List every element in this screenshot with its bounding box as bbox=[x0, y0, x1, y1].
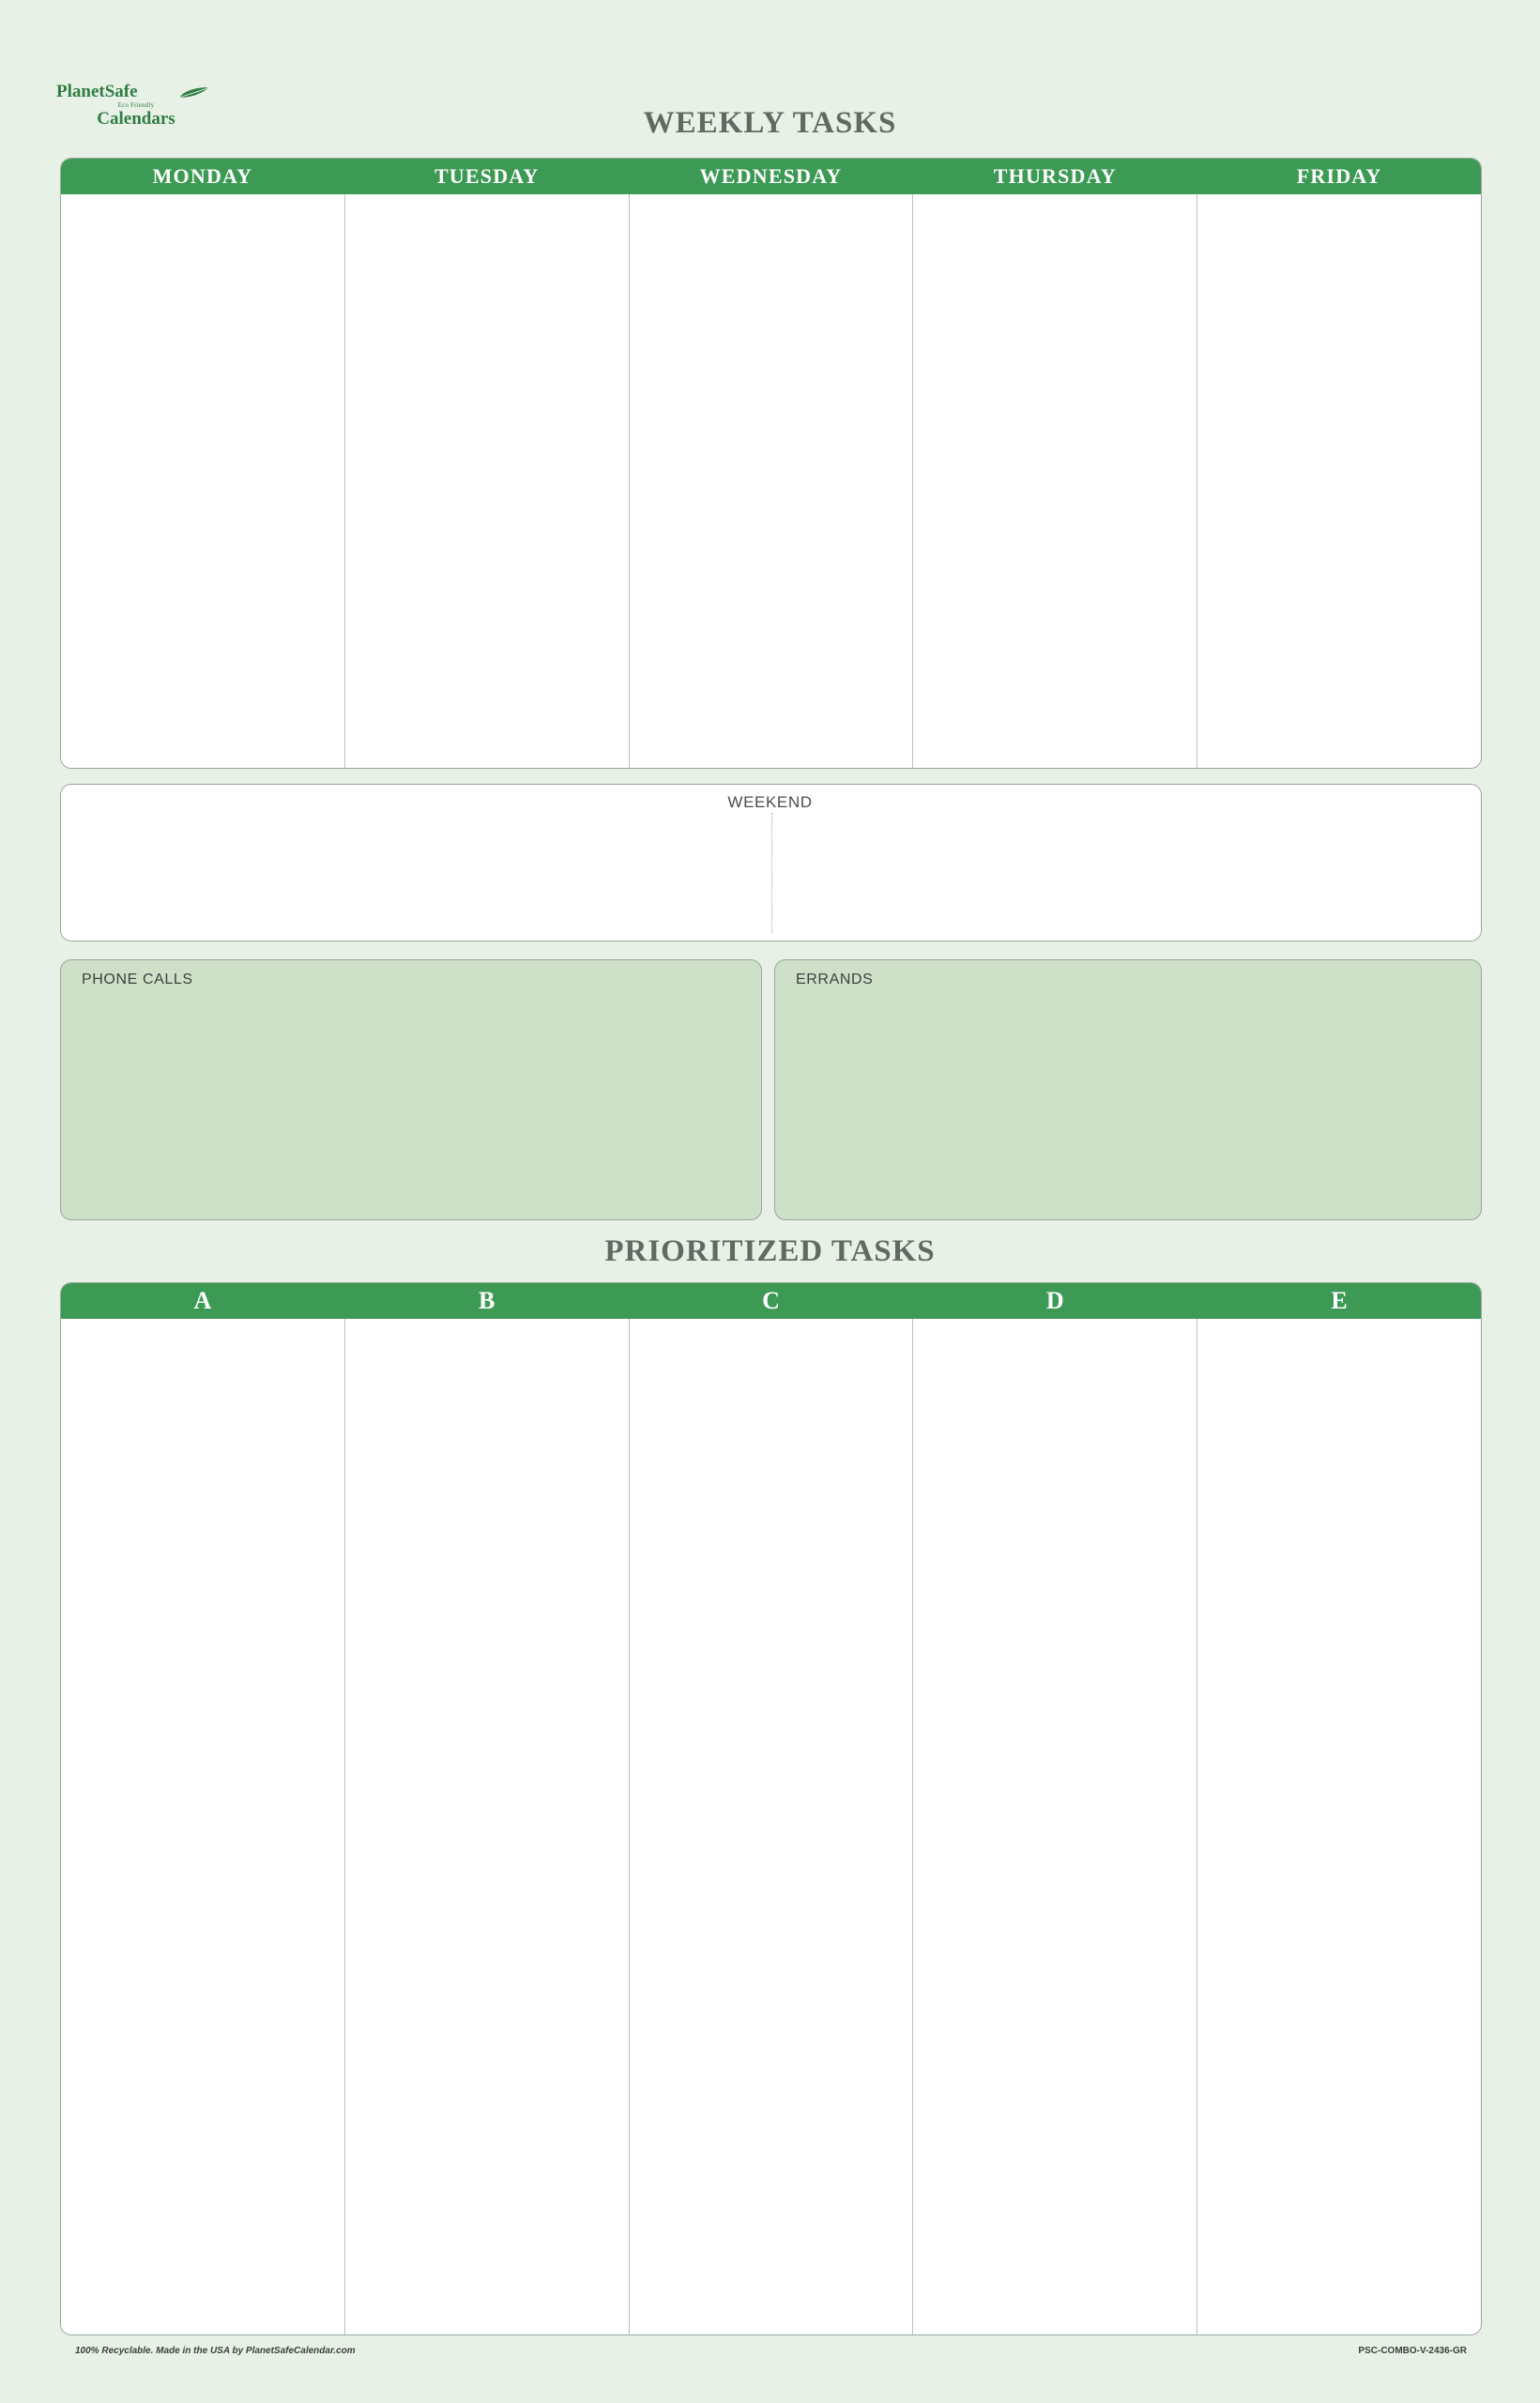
prioritized-header-b: B bbox=[345, 1283, 630, 1319]
weekly-tasks-title: WEEKLY TASKS bbox=[643, 106, 897, 140]
prioritized-cell-a[interactable] bbox=[61, 1319, 345, 2334]
leaf-icon bbox=[178, 86, 210, 99]
weekly-cell-friday[interactable] bbox=[1197, 194, 1481, 768]
weekly-cell-tuesday[interactable] bbox=[345, 194, 630, 768]
prioritized-cell-d[interactable] bbox=[913, 1319, 1197, 2334]
prioritized-header-a: A bbox=[61, 1283, 345, 1319]
prioritized-header-row bbox=[61, 1283, 1481, 1319]
weekend-divider bbox=[771, 813, 772, 933]
weekend-label: WEEKEND bbox=[727, 793, 813, 811]
weekly-header-monday: MONDAY bbox=[61, 159, 345, 194]
weekly-header-tuesday: TUESDAY bbox=[345, 159, 630, 194]
prioritized-header-c: C bbox=[630, 1283, 914, 1319]
errands-panel[interactable] bbox=[774, 959, 1482, 1220]
phone-calls-label: PHONE CALLS bbox=[82, 972, 193, 987]
footer-product-code: PSC-COMBO-V-2436-GR bbox=[1358, 2346, 1467, 2356]
weekly-body-row bbox=[61, 194, 1481, 768]
brand-tagline: Eco Friendly bbox=[117, 101, 155, 109]
brand-line-2: Calendars bbox=[97, 109, 175, 129]
weekly-header-friday: FRIDAY bbox=[1296, 164, 1382, 188]
weekly-tasks-grid bbox=[60, 158, 1482, 769]
prioritized-tasks-grid bbox=[60, 1282, 1482, 2335]
weekly-cell-thursday[interactable] bbox=[913, 194, 1197, 768]
prioritized-header-d: D bbox=[913, 1283, 1197, 1319]
footer-recycle-note: 100% Recyclable. Made in the USA by PlanetSafeCalendar.com bbox=[75, 2346, 356, 2356]
phone-calls-panel[interactable] bbox=[60, 959, 762, 1220]
prioritized-cell-c[interactable] bbox=[630, 1319, 914, 2334]
prioritized-cell-e[interactable] bbox=[1197, 1319, 1481, 2334]
errands-label: ERRANDS bbox=[796, 972, 874, 987]
weekly-cell-wednesday[interactable] bbox=[630, 194, 914, 768]
weekly-header-thursday: THURSDAY bbox=[913, 159, 1197, 194]
weekly-header-row bbox=[61, 159, 1481, 194]
weekly-header-wednesday: WEDNESDAY bbox=[630, 159, 914, 194]
brand-line-1: PlanetSafe bbox=[56, 82, 138, 101]
prioritized-body-row bbox=[61, 1319, 1481, 2334]
prioritized-tasks-title: PRIORITIZED TASKS bbox=[604, 1234, 936, 1268]
prioritized-header-e: E bbox=[1331, 1287, 1348, 1314]
prioritized-cell-b[interactable] bbox=[345, 1319, 630, 2334]
weekly-cell-monday[interactable] bbox=[61, 194, 345, 768]
